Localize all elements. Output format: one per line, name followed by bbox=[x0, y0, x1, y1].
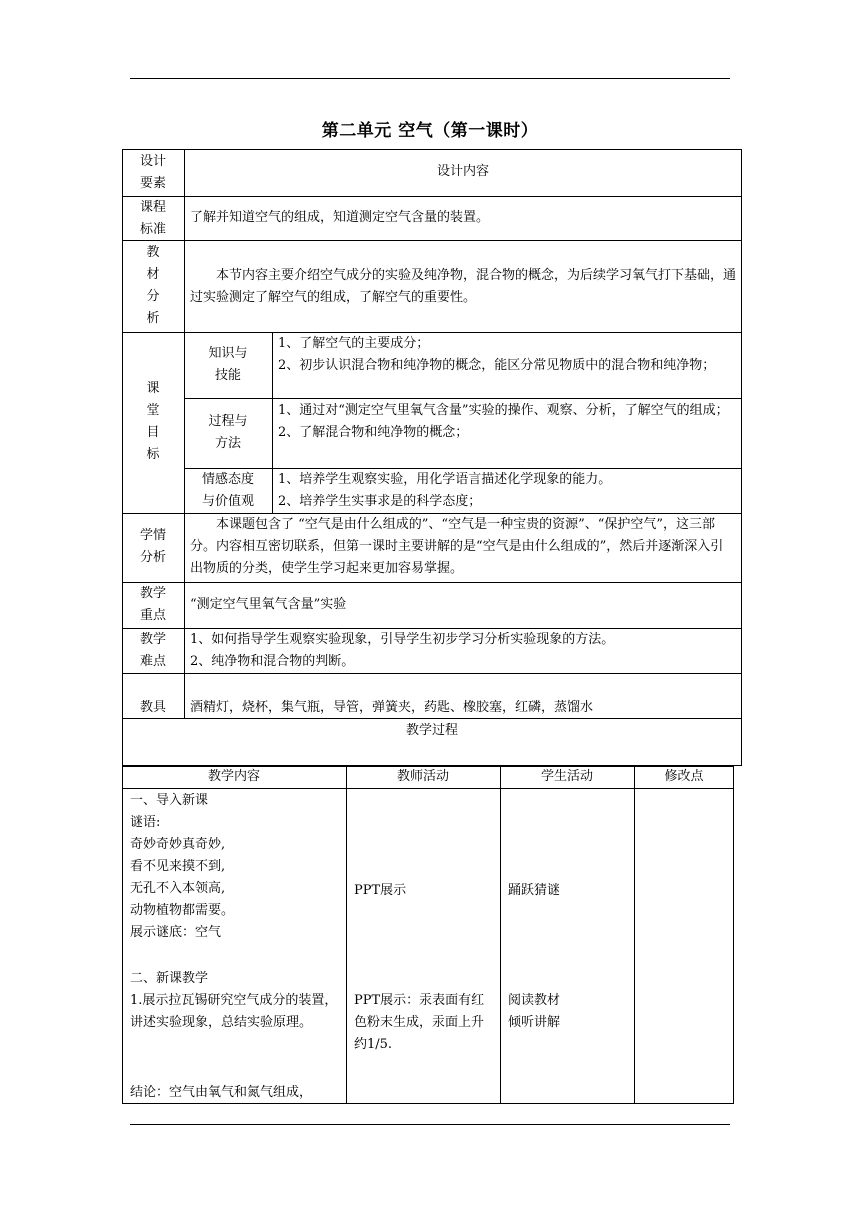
process-header-student: 学生活动 bbox=[540, 769, 593, 784]
process-header-teacher: 教师活动 bbox=[396, 769, 449, 784]
tools-label: 教具 bbox=[139, 700, 166, 715]
goal-process-text: 1、通过对“测定空气里氧气含量”实验的操作、观察、分析，了解空气的组成； 2、了解混合物和纯净物的概念； bbox=[278, 403, 729, 440]
situation-text: 本课题包含了 “空气是由什么组成的”、“空气是一种宝贵的资源”、“保护空气”，这三部分。内容相互密切联系，但第一课时主要讲解的是“空气是由什么组成的”，然后并逐渐深入引出物质的分类，使学生学习起来更加容易掌握。 bbox=[190, 517, 724, 576]
standard-text: 了解并知道空气的组成，知道测定空气含量的装置。 bbox=[190, 210, 490, 225]
material-label: 教 材 分 析 bbox=[146, 245, 160, 326]
process-conclusion: 结论：空气由氧气和氮气组成， bbox=[130, 1085, 313, 1100]
difficult-label: 教学 难点 bbox=[139, 632, 166, 669]
situation-label: 学情 分析 bbox=[139, 528, 166, 565]
goal-knowledge-text: 1、了解空气的主要成分； 2、初步认识混合物和纯净物的概念，能区分常见物质中的混合物和纯净物； bbox=[278, 336, 716, 373]
header-rule bbox=[130, 78, 730, 79]
tools-text: 酒精灯，烧杯，集气瓶，导管，弹簧夹，药匙、橡胶塞，红磷，蒸馏水 bbox=[190, 700, 594, 715]
goal-emotion-text: 1、培养学生观察实验，用化学语言描述化学现象的能力。 2、培养学生实事求是的科学态度； bbox=[278, 472, 612, 509]
page-title: 第二单元 空气（第一课时） bbox=[321, 121, 539, 141]
goal-knowledge-label: 知识与 技能 bbox=[208, 346, 248, 383]
process-intro: 一、导入新课 谜语: 奇妙奇妙真奇妙, 看不见来摸不到, 无孔不入本领高, 动物植物都需要。 展示谜底：空气 bbox=[130, 793, 235, 940]
goal-process-label: 过程与 方法 bbox=[208, 414, 248, 451]
goal-emotion-label: 情感态度 与价值观 bbox=[201, 472, 254, 509]
student-activity-1: 踊跃猜谜 bbox=[508, 883, 561, 898]
process-title: 教学过程 bbox=[405, 723, 458, 738]
material-text: 本节内容主要介绍空气成分的实验及纯净物，混合物的概念，为后续学习氧气打下基础，通过实验测定了解空气的组成，了解空气的重要性。 bbox=[190, 268, 737, 305]
header-label: 设计 要素 bbox=[139, 154, 166, 191]
teacher-activity-1: PPT展示 bbox=[354, 883, 407, 898]
student-activity-2: 阅读教材 倾听讲解 bbox=[508, 993, 561, 1030]
process-new: 二、新课教学 1.展示拉瓦锡研究空气成分的装置，讲述实验现象，总结实验原理。 bbox=[130, 971, 338, 1030]
goals-label: 课 堂 目 标 bbox=[146, 381, 160, 462]
footer-rule bbox=[130, 1124, 730, 1125]
process-header-content: 教学内容 bbox=[207, 769, 260, 784]
difficult-text: 1、如何指导学生观察实验现象，引导学生初步学习分析实验现象的方法。 2、纯净物和混合物的判断。 bbox=[190, 632, 615, 669]
standard-label: 课程 标准 bbox=[139, 200, 166, 237]
header-content: 设计内容 bbox=[436, 164, 489, 179]
process-header-revision: 修改点 bbox=[664, 769, 704, 784]
key-label: 教学 重点 bbox=[139, 586, 166, 623]
teacher-activity-2: PPT展示：汞表面有红色粉末生成，汞面上升约1/5. bbox=[354, 993, 485, 1052]
key-text: “测定空气里氧气含量”实验 bbox=[190, 597, 347, 612]
